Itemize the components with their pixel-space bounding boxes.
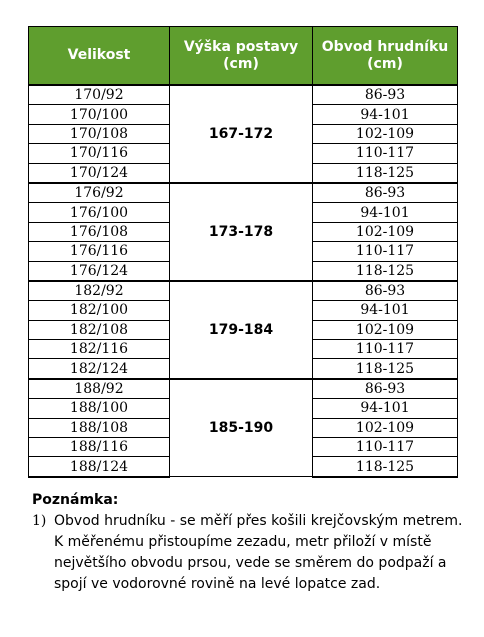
- height-range-cell: 173-178: [170, 183, 313, 281]
- note-title: Poznámka:: [32, 492, 119, 508]
- size-cell: 170/108: [29, 124, 170, 143]
- size-cell: 188/108: [29, 418, 170, 437]
- chest-cell: 102-109: [313, 124, 458, 143]
- size-chart-table: [28, 26, 458, 478]
- chest-cell: 94-101: [313, 105, 458, 124]
- size-cell: 188/92: [29, 379, 170, 399]
- chest-cell: 118-125: [313, 163, 458, 183]
- height-range-cell: 185-190: [170, 379, 313, 477]
- size-cell: 182/124: [29, 359, 170, 379]
- chest-cell: 110-117: [313, 438, 458, 457]
- chest-cell: 118-125: [313, 359, 458, 379]
- size-cell: 170/92: [29, 85, 170, 105]
- table-row: [29, 183, 458, 203]
- header-chest: Obvod hrudníku (cm): [313, 27, 458, 86]
- chest-cell: 110-117: [313, 242, 458, 261]
- table-row: [29, 379, 458, 399]
- size-cell: 182/108: [29, 320, 170, 339]
- chest-cell: 118-125: [313, 261, 458, 281]
- size-cell: 176/116: [29, 242, 170, 261]
- size-cell: 170/124: [29, 163, 170, 183]
- note-item: [32, 511, 472, 595]
- note-text: Obvod hrudníku - se měří přes košili krejčovským metrem. K měřenému přistoupíme zezadu, metr přiloží v místě největšího obvodu prsou, vede se směrem do podpaží a spojí ve vodorovné rovině na levé lopatce zad.: [54, 513, 463, 592]
- chest-cell: 94-101: [313, 301, 458, 320]
- header-height: Výška postavy (cm): [170, 27, 313, 86]
- size-cell: 182/100: [29, 301, 170, 320]
- chest-cell: 86-93: [313, 85, 458, 105]
- size-cell: 176/100: [29, 203, 170, 222]
- size-cell: 176/124: [29, 261, 170, 281]
- chest-cell: 94-101: [313, 203, 458, 222]
- chest-cell: 110-117: [313, 144, 458, 163]
- chest-cell: 102-109: [313, 320, 458, 339]
- chest-cell: 86-93: [313, 281, 458, 301]
- chest-cell: 102-109: [313, 418, 458, 437]
- size-cell: 182/92: [29, 281, 170, 301]
- table-row: [29, 85, 458, 105]
- header-size: Velikost: [29, 27, 170, 86]
- height-range-cell: 167-172: [170, 85, 313, 183]
- chest-cell: 86-93: [313, 183, 458, 203]
- size-cell: 170/116: [29, 144, 170, 163]
- chest-cell: 86-93: [313, 379, 458, 399]
- chest-cell: 118-125: [313, 457, 458, 477]
- size-cell: 176/92: [29, 183, 170, 203]
- size-cell: 188/116: [29, 438, 170, 457]
- height-range-cell: 179-184: [170, 281, 313, 379]
- table-row: [29, 281, 458, 301]
- note-number: 1): [32, 513, 47, 529]
- size-cell: 188/124: [29, 457, 170, 477]
- size-cell: 188/100: [29, 399, 170, 418]
- chest-cell: 94-101: [313, 399, 458, 418]
- chest-cell: 110-117: [313, 340, 458, 359]
- table-header-row: [29, 27, 458, 86]
- size-cell: 176/108: [29, 222, 170, 241]
- table-body: [29, 85, 458, 477]
- size-cell: 182/116: [29, 340, 170, 359]
- size-cell: 170/100: [29, 105, 170, 124]
- chest-cell: 102-109: [313, 222, 458, 241]
- note-section: [32, 490, 472, 595]
